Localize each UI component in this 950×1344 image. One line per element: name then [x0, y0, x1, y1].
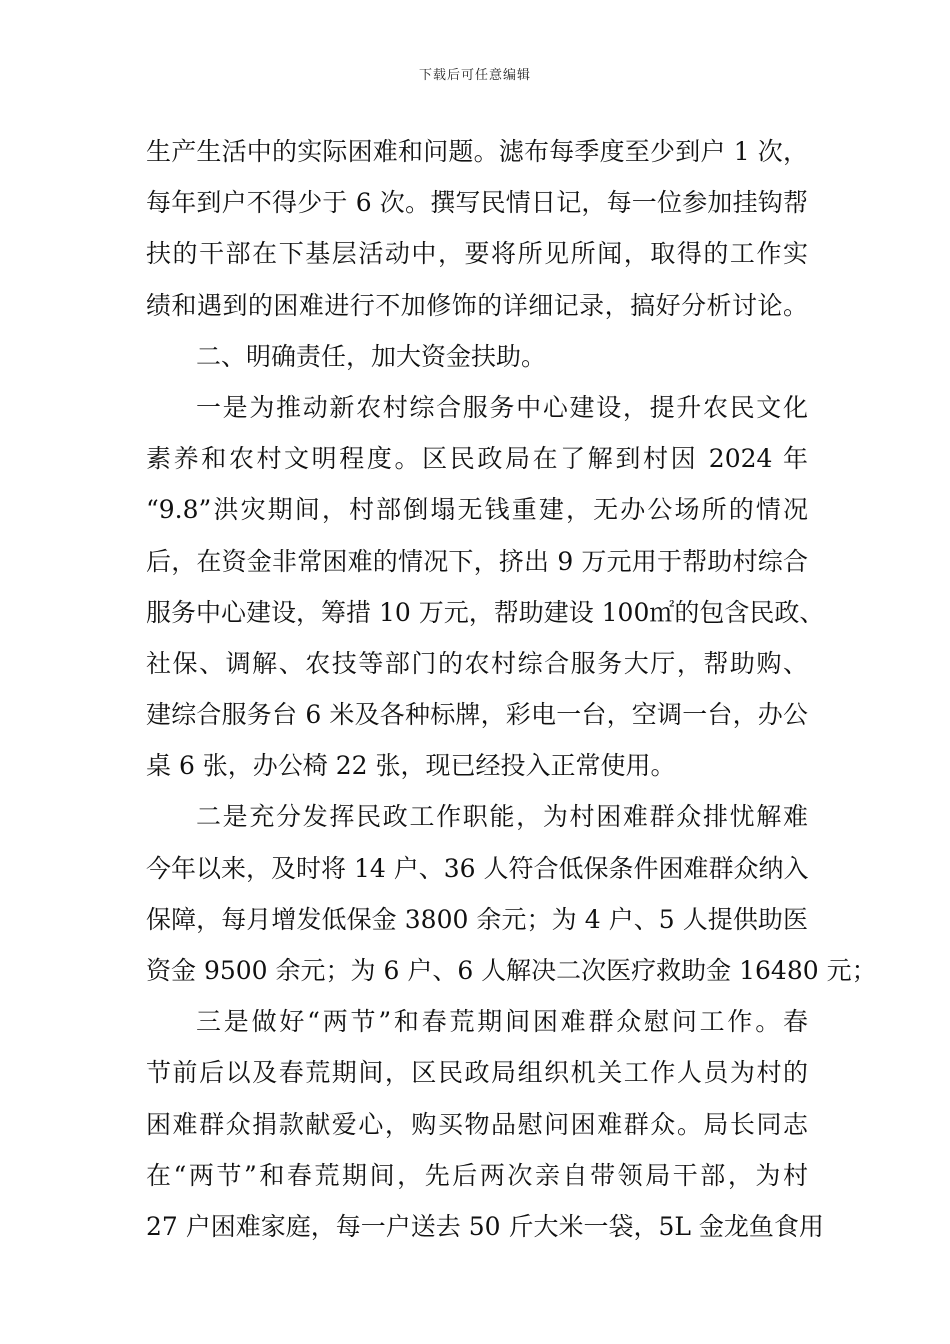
text-line: 扶的干部在下基层活动中，要将所见所闻，取得的工作实 [146, 239, 808, 269]
text-line: 27 户困难家庭，每一户送去 50 斤大米一袋，5L 金龙鱼食用 [146, 1211, 824, 1241]
section-heading: 二、明确责任，加大资金扶助。 [196, 341, 547, 371]
text-line: 绩和遇到的困难进行不加修饰的详细记录，搞好分析讨论。 [146, 290, 808, 320]
text-line: 后，在资金非常困难的情况下，挤出 9 万元用于帮助村综合 [146, 546, 808, 576]
page-header: 下载后可任意编辑 [418, 68, 531, 83]
text-line: 资金 9500 余元；为 6 户、6 人解决二次医疗救助金 16480 元； [146, 956, 877, 985]
text-line: 今年以来，及时将 14 户、36 人符合低保条件困难群众纳入 [146, 853, 809, 883]
text-line: 二是充分发挥民政工作职能，为村困难群众排忧解难 [196, 802, 808, 832]
text-line: 素养和农村文明程度。区民政局在了解到村因 2024 年 [146, 444, 808, 474]
text-line: 每年到户不得少于 6 次。撰写民情日记，每一位参加挂钩帮 [146, 188, 808, 218]
text-line: 生产生活中的实际困难和问题。滤布每季度至少到户 1 次， [146, 137, 808, 166]
text-line: 在“两节”和春荒期间，先后两次亲自带领局干部，为村 [146, 1160, 808, 1190]
text-line: 保障，每月增发低保金 3800 余元；为 4 户、5 人提供助医 [146, 904, 808, 934]
text-line: 三是做好“两节”和春荒期间困难群众慰问工作。春 [196, 1007, 808, 1037]
text-line: “9.8”洪灾期间，村部倒塌无钱重建，无办公场所的情况 [146, 495, 808, 525]
text-line: 桌 6 张，办公椅 22 张，现已经投入正常使用。 [146, 751, 676, 781]
text-line: 服务中心建设，筹措 10 万元，帮助建设 100㎡的包含民政、 [146, 597, 825, 627]
text-line: 建综合服务台 6 米及各种标牌，彩电一台，空调一台，办公 [146, 700, 808, 730]
text-line: 困难群众捐款献爱心，购买物品慰问困难群众。局长同志 [146, 1109, 808, 1139]
text-line: 节前后以及春荒期间，区民政局组织机关工作人员为村的 [146, 1058, 808, 1088]
document-body [146, 126, 877, 1252]
text-line: 社保、调解、农技等部门的农村综合服务大厅，帮助购、 [146, 648, 808, 678]
text-line: 一是为推动新农村综合服务中心建设，提升农民文化 [196, 392, 808, 422]
